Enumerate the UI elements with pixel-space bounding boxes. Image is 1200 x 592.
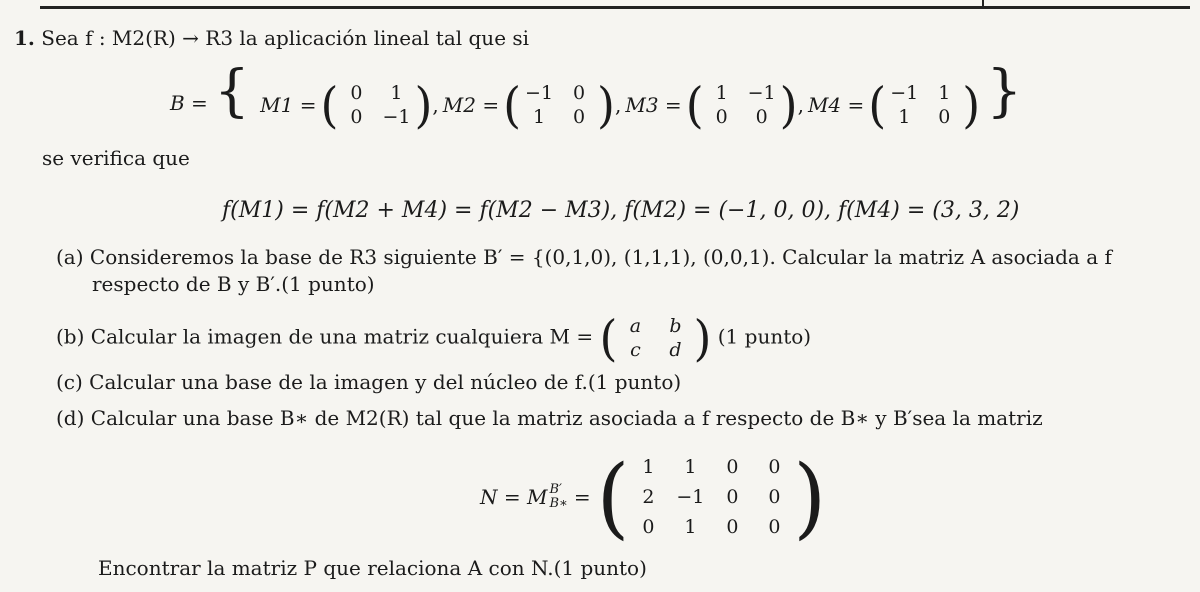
- basis-definition: [170, 59, 1023, 133]
- n-superscript: B′: [549, 482, 562, 497]
- n-matrix-cell-10: 0: [726, 516, 739, 538]
- final-instruction: Encontrar la matriz P que relaciona A con N.(1 punto): [98, 556, 647, 580]
- part-b-matrix-cell-1: b: [669, 315, 682, 337]
- part-b-points: (1 punto): [717, 324, 812, 349]
- basis-matrix-label: M3 =: [625, 92, 682, 117]
- left-paren: (: [685, 76, 704, 133]
- right-paren: ): [793, 445, 827, 549]
- basis-matrix-cell-3: 0: [755, 105, 768, 128]
- n-label: N = M: [480, 485, 548, 509]
- left-paren: (: [503, 76, 522, 133]
- part-b-matrix-cell-0: a: [629, 315, 642, 337]
- separator-comma: ,: [432, 92, 439, 117]
- basis-matrix-list: [256, 76, 981, 133]
- basis-matrix-cell-1: 1: [938, 81, 951, 104]
- basis-matrix-cell-2: 1: [898, 105, 911, 128]
- basis-matrix-label: M1 =: [260, 92, 317, 117]
- exercise-intro: Sea f : M2(R) → R3 la aplicación lineal tal que si: [41, 26, 530, 50]
- right-paren: ): [414, 76, 433, 133]
- left-paren: (: [868, 76, 887, 133]
- basis-matrix-cell-2: 1: [533, 105, 546, 128]
- part-a-line-2: respecto de B y B′.(1 punto): [92, 272, 375, 296]
- n-matrix-cell-8: 0: [642, 516, 655, 538]
- part-d: (d) Calcular una base B∗ de M2(R) tal que la matriz asociada a f respecto de B∗ y B′sea la matriz: [56, 406, 1043, 430]
- basis-matrix-cell-0: 0: [350, 81, 363, 104]
- separator-comma: ,: [615, 92, 622, 117]
- left-paren: (: [596, 445, 630, 549]
- part-b-matrix-cell-3: d: [669, 339, 682, 361]
- n-matrix-cell-11: 0: [768, 516, 781, 538]
- top-rule: [40, 0, 1190, 9]
- right-paren: ): [693, 309, 712, 367]
- basis-matrix-label: M2 =: [442, 92, 500, 117]
- basis-matrix-cell-0: −1: [890, 81, 919, 104]
- exercise-intro-line: [14, 26, 529, 50]
- n-matrix-cell-7: 0: [768, 486, 781, 508]
- basis-matrix-cell-2: 0: [350, 105, 363, 128]
- basis-matrix-cell-1: −1: [747, 81, 776, 104]
- part-c: (c) Calcular una base de la imagen y del núcleo de f.(1 punto): [56, 370, 682, 394]
- basis-matrix-label: M4 =: [807, 92, 865, 117]
- part-b-matrix-cells: [621, 314, 689, 362]
- exercise-number: 1.: [14, 26, 35, 50]
- basis-matrix-4: [804, 76, 981, 133]
- n-matrix-definition: [480, 445, 827, 549]
- part-b-text: (b) Calcular la imagen de una matriz cualquiera M =: [56, 324, 594, 349]
- part-a-line-1: (a) Consideremos la base de R3 siguiente B′ = {(0,1,0), (1,1,1), (0,0,1). Calcular la matriz A asociada a f: [56, 245, 1112, 269]
- n-matrix-cell-9: 1: [684, 516, 697, 538]
- n-equals: =: [573, 485, 591, 509]
- n-matrix-cell-6: 0: [726, 486, 739, 508]
- basis-matrix-2: [439, 76, 622, 133]
- n-matrix-cell-5: −1: [676, 486, 705, 508]
- close-brace: }: [986, 59, 1023, 124]
- n-matrix-row: [480, 445, 827, 549]
- part-b: [56, 309, 812, 367]
- right-paren: ): [779, 76, 798, 133]
- n-matrix-cells: [633, 452, 789, 542]
- basis-matrix-cells: [708, 81, 776, 129]
- verifica-text: se verifica que: [42, 146, 190, 170]
- left-paren: (: [599, 309, 618, 367]
- basis-matrix-cell-1: 1: [390, 81, 403, 104]
- basis-matrix-1: [256, 76, 439, 133]
- top-rule-tick: [982, 0, 984, 8]
- n-matrix-cell-4: 2: [642, 486, 655, 508]
- basis-matrix-cells: [525, 81, 593, 129]
- basis-matrix-cell-0: −1: [525, 81, 554, 104]
- basis-matrix-cells: [890, 81, 958, 129]
- n-matrix-cell-3: 0: [768, 456, 781, 478]
- right-paren: ): [962, 76, 981, 133]
- n-matrix-cell-0: 1: [642, 456, 655, 478]
- basis-matrix-cells: [342, 81, 410, 129]
- n-scripts: [549, 483, 567, 511]
- part-b-matrix: [599, 309, 712, 367]
- separator-comma: ,: [797, 92, 804, 117]
- basis-prefix: B =: [170, 91, 208, 115]
- n-matrix-cell-1: 1: [684, 456, 697, 478]
- basis-matrix-cell-3: 0: [573, 105, 586, 128]
- open-brace: {: [214, 59, 250, 124]
- n-subscript: B∗: [549, 496, 568, 511]
- left-paren: (: [320, 76, 339, 133]
- basis-matrix-cell-2: 0: [715, 105, 728, 128]
- basis-matrix-cell-3: 0: [938, 105, 951, 128]
- part-b-matrix-cell-2: c: [630, 339, 641, 361]
- basis-matrix-cell-0: 1: [715, 81, 728, 104]
- basis-matrix-3: [621, 76, 804, 133]
- basis-matrix-cell-1: 0: [573, 81, 586, 104]
- n-matrix-cell-2: 0: [726, 456, 739, 478]
- basis-matrix-cell-3: −1: [382, 105, 411, 128]
- condition-equation: f(M1) = f(M2 + M4) = f(M2 − M3), f(M2) = (−1, 0, 0), f(M4) = (3, 3, 2): [222, 198, 1020, 223]
- right-paren: ): [597, 76, 615, 133]
